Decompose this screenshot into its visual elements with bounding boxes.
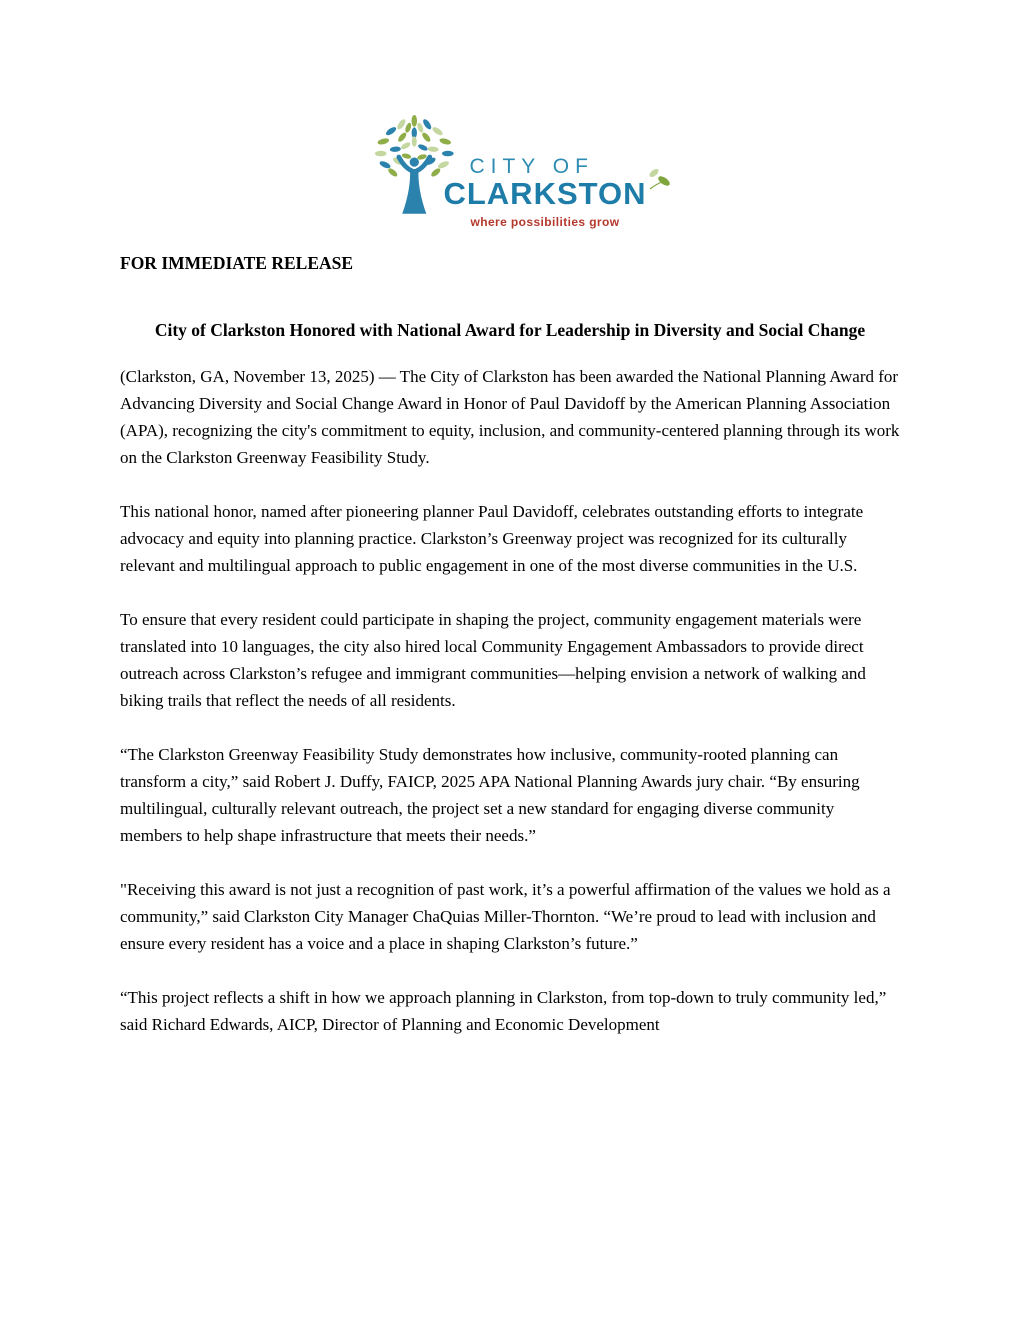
body-copy bbox=[120, 363, 900, 1038]
paragraph-quote-duffy: “The Clarkston Greenway Feasibility Study demonstrates how inclusive, community-rooted planning can transform a city,” said Robert J. Duffy, FAICP, 2025 APA National Planning Awards jury chair. “By ensuring multilingual, culturally relevant outreach, the project set a new standard for engaging diverse community members to help shape infrastructure that meets their needs.” bbox=[120, 745, 860, 845]
logo-text-block bbox=[443, 110, 646, 229]
paragraph-dateline: (Clarkston, GA, November 13, 2025) — The City of Clarkston has been awarded the National Planning Award for Advancing Diversity and Social Change Award in Honor of Paul Davidoff by the American Planning Association (APA), recognizing the city's commitment to equity, inclusion, and community-centered planning through its work on the Clarkston Greenway Feasibility Study. bbox=[120, 367, 900, 467]
leaf-sprout-icon bbox=[643, 164, 675, 196]
paragraph-quote-edwards: “This project reflects a shift in how we approach planning in Clarkston, from top-down to truly community led,” said Richard Edwards, AICP, Director of Planning and Economic Development bbox=[120, 988, 887, 1034]
logo-clarkston-row bbox=[443, 178, 646, 210]
paragraph-engagement: To ensure that every resident could participate in shaping the project, community engagement materials were translated into 10 languages, the city also hired local Community Engagement Ambassadors to provide direct outreach across Clarkston’s refugee and immigrant communities—helping envision a network of walking and biking trails that reflect the needs of all residents. bbox=[120, 610, 866, 710]
logo-city-of-text: CITY OF bbox=[469, 155, 594, 178]
city-of-clarkston-logo bbox=[120, 110, 900, 238]
logo-clarkston-text: CLARKSTON bbox=[443, 176, 647, 211]
release-label: FOR IMMEDIATE RELEASE bbox=[120, 253, 354, 273]
logo-tagline-text: where possibilities grow bbox=[470, 215, 620, 229]
headline: City of Clarkston Honored with National Award for Leadership in Diversity and Social Change bbox=[154, 320, 866, 340]
paragraph-honor: This national honor, named after pioneering planner Paul Davidoff, celebrates outstanding efforts to integrate advocacy and equity into planning practice. Clarkston’s Greenway project was recognized for its culturally relevant and multilingual approach to public engagement in one of the most diverse communities in the U.S. bbox=[120, 502, 864, 575]
paragraph-quote-city-manager: "Receiving this award is not just a recognition of past work, it’s a powerful affirmation of the values we hold as a community,” said Clarkston City Manager ChaQuias Miller-Thornton. “We’re proud to lead with inclusion and ensure every resident has a voice and a place in shaping Clarkston’s future.” bbox=[120, 880, 891, 953]
